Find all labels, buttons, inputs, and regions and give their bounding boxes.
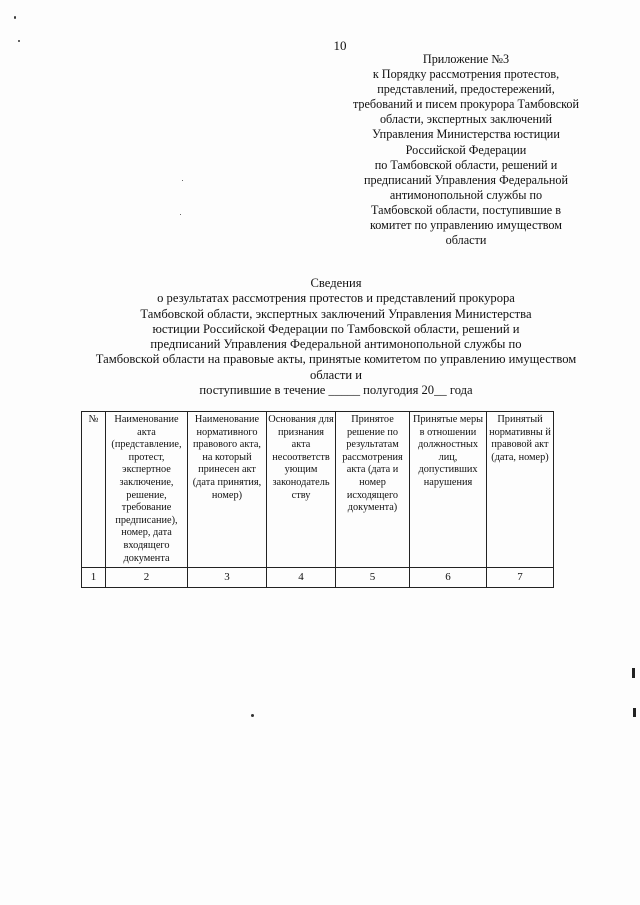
column-number: 6 [410, 568, 487, 588]
title-line: предписаний Управления Федеральной антимонопольной службы по [150, 337, 522, 352]
column-number: 3 [188, 568, 267, 588]
column-number: 4 [267, 568, 336, 588]
header-cell-legal-act: Наименование нормативного правового акта, на который принесен акт (дата принятия, номер) [188, 412, 267, 568]
header-cell-adopted-act: Принятый нормативны й правовой акт (дата, номер) [487, 412, 554, 568]
appendix-block [335, 52, 597, 248]
header-cell-decision: Принятое решение по результатам рассмотрения акта (дата и номер исходящего документа) [336, 412, 410, 568]
document-title [60, 276, 612, 398]
appendix-line: представлений, предостережений, [377, 82, 555, 97]
title-line: области и [310, 367, 362, 382]
appendix-line: Российской Федерации [405, 142, 527, 157]
appendix-line: к Порядку рассмотрения протестов, [372, 67, 560, 82]
appendix-line: антимонопольной службы по [389, 187, 543, 202]
title-line: поступившие в течение _____ полугодия 20__ года [199, 383, 473, 398]
appendix-line: области [445, 233, 487, 248]
appendix-line: предписаний Управления Федеральной [364, 172, 568, 187]
appendix-line: области, экспертных заключений [379, 112, 553, 127]
scan-speck [182, 180, 183, 181]
title-line: Тамбовской области на правовые акты, принятые комитетом по управлению имуществом [95, 352, 577, 367]
scan-speck [14, 16, 16, 19]
appendix-line: требований и писем прокурора Тамбовской [352, 97, 580, 112]
page-number: 10 [333, 38, 347, 53]
column-number: 7 [487, 568, 554, 588]
column-number: 5 [336, 568, 410, 588]
appendix-line: комитет по управлению имуществом [370, 218, 562, 233]
header-cell-number: № [82, 412, 106, 568]
appendix-line: Тамбовской области, поступившие в [371, 202, 561, 217]
header-cell-measures: Принятые меры в отношении должностных лиц, допустивших нарушения [410, 412, 487, 568]
title-line: Тамбовской области, экспертных заключений Управления Министерства [140, 306, 532, 321]
scan-speck [251, 714, 254, 717]
scan-edge-mark [633, 708, 636, 717]
scan-speck [18, 40, 20, 42]
table-header-row [82, 412, 554, 568]
table-numbering-row [82, 568, 554, 588]
appendix-line: по Тамбовской области, решений и [374, 157, 558, 172]
column-number: 1 [82, 568, 106, 588]
column-number: 2 [106, 568, 188, 588]
scan-edge-mark [632, 668, 635, 678]
appendix-line: Приложение №3 [422, 52, 510, 66]
title-line: о результатах рассмотрения протестов и представлений прокурора [157, 291, 515, 306]
title-heading: Сведения [310, 276, 362, 290]
appendix-line: Управления Министерства юстиции [372, 127, 560, 142]
title-line: юстиции Российской Федерации по Тамбовской области, решений и [152, 321, 520, 336]
header-cell-act-name: Наименование акта (представление, протест, экспертное заключение, решение, требование предписание), номер, дата входящего документа [106, 412, 188, 568]
header-cell-grounds: Основания для признания акта несоответств ующим законодатель ству [267, 412, 336, 568]
scan-speck [180, 214, 181, 215]
report-table [81, 411, 554, 588]
